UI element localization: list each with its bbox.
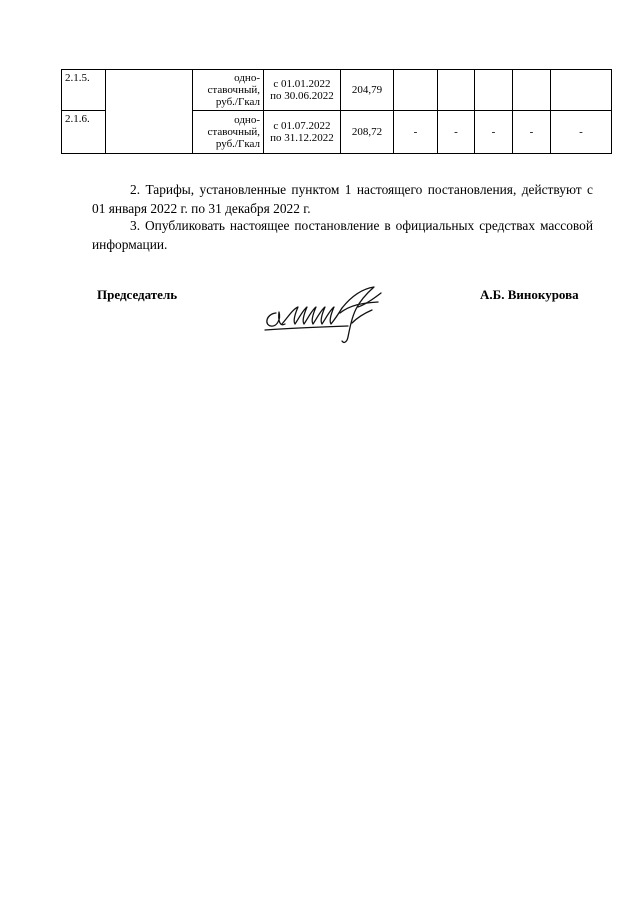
signer-name: А.Б. Винокурова [480,287,579,302]
extra-cell: - [513,111,551,154]
period-line: по 30.06.2022 [270,90,334,102]
unit-line: одно- [234,72,260,84]
tariff-value: 204,79 [341,70,394,111]
row-number: 2.1.5. [62,70,106,111]
row-number: 2.1.6. [62,111,106,154]
extra-cell: - [394,111,438,154]
merged-empty-cell [106,70,193,154]
period-line: с 01.01.2022 [273,78,331,90]
signer-position: Председатель [97,287,178,302]
extra-cell [475,70,513,111]
extra-cell [394,70,438,111]
extra-cell: - [438,111,475,154]
period-line: по 31.12.2022 [270,132,334,144]
handwritten-signature [262,283,386,345]
extra-cell [513,70,551,111]
unit-cell [193,70,264,111]
table-row [62,70,612,111]
paragraph-3: 3. Опубликовать настоящее постановление в официальных средствах массовой информации. [92,218,593,252]
unit-line: одно- [234,114,260,126]
tariff-table [61,69,612,154]
period-line: с 01.07.2022 [273,120,331,132]
unit-line: ставочный, [207,84,260,96]
unit-line: ставочный, [207,126,260,138]
unit-line: руб./Гкал [215,96,260,108]
tariff-value: 208,72 [341,111,394,154]
extra-cell [551,70,612,111]
unit-line: руб./Гкал [215,138,260,150]
extra-cell: - [551,111,612,154]
period-cell [264,111,341,154]
paragraph-2: 2. Тарифы, установленные пунктом 1 настоящего постановления, действуют с 01 января 2022 г. по 31 декабря 2022 г. [92,182,593,216]
extra-cell: - [475,111,513,154]
period-cell [264,70,341,111]
extra-cell [438,70,475,111]
unit-cell [193,111,264,154]
